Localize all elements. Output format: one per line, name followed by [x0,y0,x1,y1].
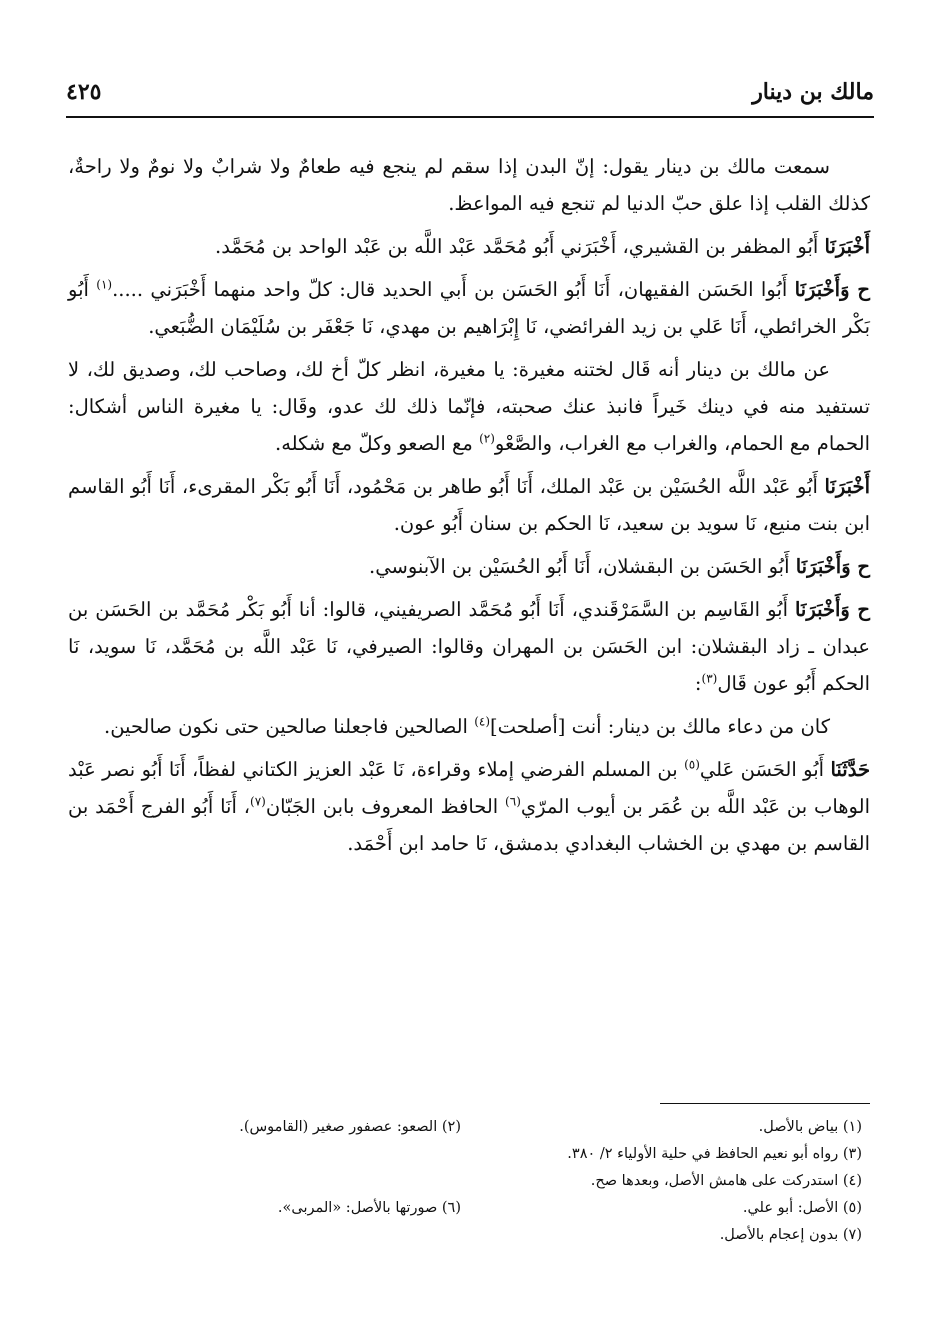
paragraph-p8 [68,708,870,745]
footnote-6: (٦) صورتها بالأصل: «المربى». [277,1200,461,1216]
main-text [68,148,870,868]
isnad-keyword: حَدَّثَنَا [830,758,871,781]
text-segment: مع الصعو وكلّ مع شكله. [275,432,480,455]
footnote-row [68,1114,870,1141]
footnote-3: (٣) رواه أبو نعيم الحافظ في حلية الأولياء ٢/ ٣٨٠. [567,1146,862,1162]
footnote-marker: (٢) [479,431,495,446]
footnote-marker: (٣) [701,671,718,686]
header-rule [66,116,874,118]
paragraph-p1 [68,148,870,222]
isnad-keyword: ح وَأَخْبَرَنَا [794,598,870,621]
text-segment: الصالحين فاجعلنا صالحين حتى نكون صالحين. [104,715,475,738]
text-segment: عن مالك بن دينار أنه قَال لختنه مغيرة: يا مغيرة، انظر كلّ أخ لك، وصاحب لك، وصديق لك، لا تستفيد منه في دينك خَيراً فانبذ عنك صحبته، فإنّما ذلك لك عدو، وقَال: يا مغيرة الناس أشكال: الحمام مع الحمام، والغراب مع الغراب، والصَّعْو [68,358,870,455]
paragraph-p4 [68,351,870,462]
isnad-keyword: ح وَأَخْبَرَنَا [794,278,870,301]
text-segment: بن المسلم الفرضي إملاء وقراءة، نَا عَبْد العزيز الكتاني لفظاً، أَنَا أَبُو نصر عَبْد الوهاب بن عَبْد اللَّه بن عُمَر بن أيوب المرّي [68,758,870,818]
running-title: مالك بن دينار [752,79,874,105]
text-segment: أَبُو الحَسَن عَلي [699,758,831,781]
paragraph-p3 [68,271,870,345]
footnote-row [68,1195,870,1222]
text-segment: أَبُو عَبْد اللَّه الحُسَيْن بن عَبْد الملك، أَنَا أَبُو طاهر بن مَحْمُود، أَنَا أَبُو بَكْر المقرىء، أَنَا أَبُو القاسم ابن بنت منيع، نَا سويد بن سعيد، نَا الحكم بن سنان أَبُو عون. [68,475,870,535]
footnotes [68,1114,870,1249]
paragraph-p7 [68,591,870,702]
page-header [66,70,874,114]
text-segment: أَبُو الحَسَن بن البقشلان، أَنَا أَبُو الحُسَيْن بن الآبنوسي. [369,555,796,578]
footnote-marker: (١) [96,277,113,292]
text-segment: : [694,672,702,695]
footnote-marker: (٦) [505,794,521,809]
footnote-marker: (٧) [250,794,266,809]
isnad-keyword: أَخْبَرَنَا [824,235,870,258]
text-segment: سمعت مالك بن دينار يقول: إنّ البدن إذا سقم لم ينجع فيه طعامٌ ولا شرابٌ ولا نومٌ ولا راحةٌ، كذلك القلب إذا علق حبّ الدنيا لم تنجع فيه المواعظ. [68,155,870,215]
paragraph-p6 [68,548,870,585]
footnote-marker: (٥) [684,757,700,772]
text-segment: أَبُو بَكْر الخرائطي، أَنَا عَلي بن زيد الفرائضي، نَا إِبْرَاهيم بن مهدي، نَا جَعْفَر بن سُلَيْمَان الضُّبَعي. [68,278,870,338]
footnote-7: (٧) بدون إعجام بالأصل. [719,1227,862,1243]
paragraph-p5 [68,468,870,542]
text-segment: أَبُو القَاسِم بن السَّمَرْقَندي، أَنَا أَبُو مُحَمَّد الصريفيني، قالوا: أنا أَبُو بَكْر مُحَمَّد بن الحَسَن بن عبدان ـ زاد البقشلان: ابن الحَسَن بن المهران وقالوا: الصيرفي، نَا عَبْد اللَّه بن مُحَمَّد، نَا سويد، نَا الحكم أَبُو عون قَال [68,598,870,695]
footnote-rule [660,1103,870,1104]
footnote-1: (١) بياض بالأصل. [758,1119,862,1135]
isnad-keyword: أَخْبَرَنَا [824,475,870,498]
paragraph-p2 [68,228,870,265]
footnote-4: (٤) استدركت على هامش الأصل، وبعدها صح. [590,1173,862,1189]
text-segment: الحافظ المعروف بابن الجَبّان [265,795,506,818]
isnad-keyword: ح وَأَخْبَرَنَا [795,555,870,578]
footnote-marker: (٤) [474,714,491,729]
text-segment: كان من دعاء مالك بن دينار: أنت [أصلحت] [490,715,830,738]
footnote-5: (٥) الأصل: أبو علي. [742,1200,862,1216]
text-segment: أَبُو المظفر بن القشيري، أَخْبَرَني أَبُو مُحَمَّد عَبْد اللَّه بن عَبْد الواحد بن مُحَمَّد. [215,235,825,258]
page-number: ٤٢٥ [66,79,102,105]
footnote-2: (٢) الصعو: عصفور صغير (القاموس). [239,1119,461,1135]
text-segment: أَبُوا الحَسَن الفقيهان، أَنَا أَبُو الحَسَن بن أَبي الحديد قال: كلّ واحد منهما أَخْبَرَني ..... [112,278,795,301]
text-segment: ، أَنَا أَبُو الفرج أَحْمَد بن القاسم بن مهدي بن الخشاب البغدادي بدمشق، نَا حامد ابن أَحْمَد. [68,795,870,855]
paragraph-p9 [68,751,870,862]
